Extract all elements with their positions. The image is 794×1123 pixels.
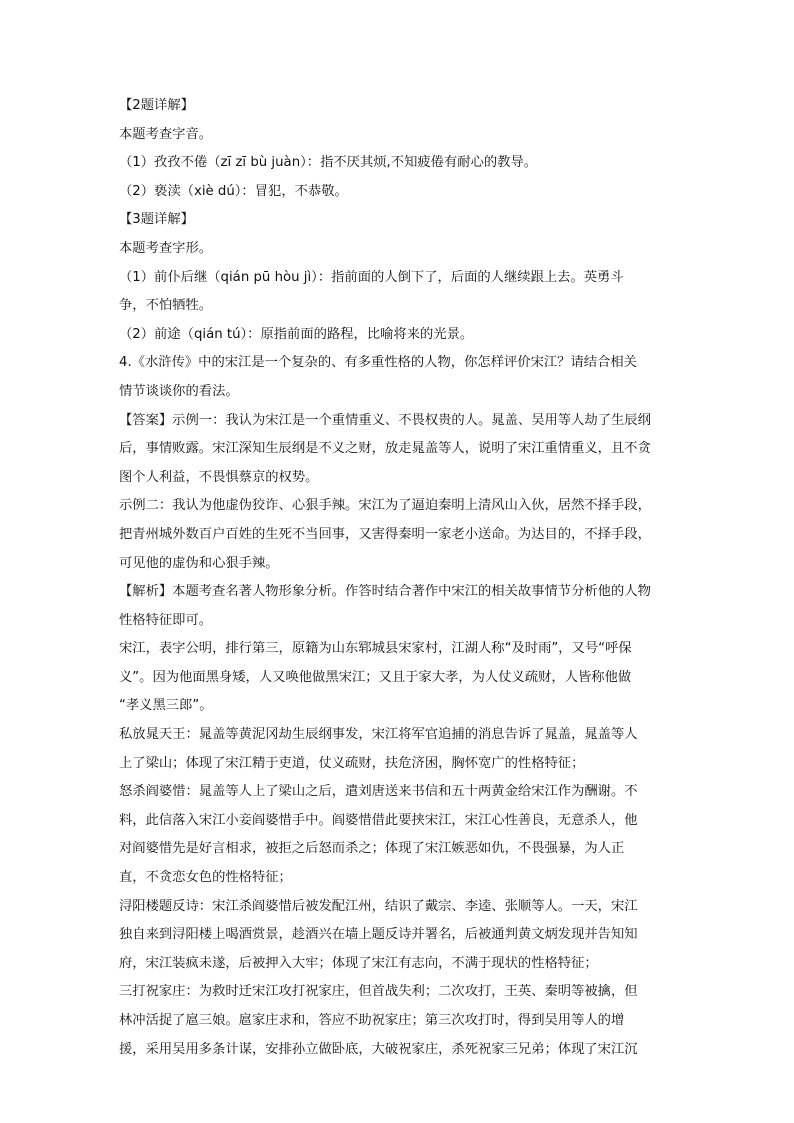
text-line: 可见他的虚伪和心狠手辣。 [119, 555, 279, 571]
text-line: 宋江，表字公明，排行第三，原籍为山东郓城县宋家村，江湖人称“及时雨”，又号“呼保 [119, 641, 632, 657]
text-line: 援，采用吴用多条计谋，安排孙立做卧底，大破祝家庄，杀死祝家三兄弟；体现了宋江沉 [119, 1041, 638, 1057]
text-line: 争，不怕牺牲。 [119, 298, 213, 314]
text-line: 私放晁天王：晁盖等黄泥冈劫生辰纲事发，宋江将军官追捕的消息告诉了晁盖，晁盖等人 [119, 727, 638, 743]
text-line: 【答案】示例一：我认为宋江是一个重情重义、不畏权贵的人。晁盖、吴用等人劫了生辰纲 [119, 412, 651, 428]
text-line: 【3题详解】 [119, 212, 194, 228]
text-line: 三打祝家庄：为救时迁宋江攻打祝家庄，但首战失利；二次攻打，王英、秦明等被擒，但 [119, 984, 638, 1000]
text-line: 【2题详解】 [119, 98, 194, 113]
text-line: 独自来到浔阳楼上喝酒赏景，趁酒兴在墙上题反诗并署名，后被通判黄文炳发现并告知知 [119, 927, 638, 943]
text-line: 性格特征即可。 [119, 612, 213, 628]
text-line: 把青州城外数百户百姓的生死不当回事，又害得秦明一家老小送命。为达目的，不择手段， [119, 526, 651, 542]
text-line: 上了梁山；体现了宋江精于吏道，仗义疏财，扶危济困，胸怀宽广的性格特征； [119, 755, 585, 771]
text-line: 后，事情败露。宋江深知生辰纲是不义之财，放走晁盖等人，说明了宋江重情重义，且不贪 [119, 441, 651, 457]
text-line: （2）亵渎（xiè dú）：冒犯，不恭敬。 [119, 183, 348, 199]
text-line: （2）前途（qián tú）：原指前面的路程，比喻将来的光景。 [119, 326, 474, 342]
text-line: 图个人利益，不畏惧蔡京的权势。 [119, 469, 319, 485]
text-line: 对阎婆惜先是好言相求，被拒之后怒而杀之；体现了宋江嫉恶如仇，不畏强暴，为人正 [119, 841, 625, 857]
document-page [119, 92, 687, 1064]
text-line: 府，宋江装疯未遂，后被押入大牢；体现了宋江有志向，不满于现状的性格特征； [119, 955, 598, 971]
text-line: 义”。因为他面黑身矮，人又唤他做黑宋江；又且于家大孝，为人仗义疏财，人皆称他做 [119, 669, 632, 685]
text-line: 直，不贪恋女色的性格特征； [119, 870, 292, 886]
text-line: 浔阳楼题反诗：宋江杀阎婆惜后被发配江州，结识了戴宗、李逵、张顺等人。一天，宋江 [119, 898, 638, 914]
text-line: 情节谈谈你的看法。 [119, 383, 239, 399]
text-line: 本题考查字形。 [119, 240, 213, 256]
text-line: 料，此信落入宋江小妾阎婆惜手中。阎婆惜借此要挟宋江，宋江心性善良，无意杀人，他 [119, 812, 638, 828]
text-line: 示例二：我认为他虚伪狡诈、心狠手辣。宋江为了逼迫秦明上清风山入伙，居然不择手段， [119, 498, 651, 514]
text-line: 4.《水浒传》中的宋江是一个复杂的、有多重性格的人物，你怎样评价宋江？请结合相关 [119, 355, 637, 371]
text-line: 怒杀阎婆惜：晁盖等人上了梁山之后，遣刘唐送来书信和五十两黄金给宋江作为酬谢。不 [119, 784, 638, 800]
text-line: （1）前仆后继（qián pū hòu jì）：指前面的人倒下了，后面的人继续跟上去。英勇斗 [119, 269, 624, 285]
text-line: 本题考查字音。 [119, 126, 213, 142]
text-line: 林冲活捉了扈三娘。扈家庄求和，答应不助祝家庄；第三次攻打时，得到吴用等人的增 [119, 1013, 625, 1028]
text-line: （1）孜孜不倦（zī zī bù juàn）：指不厌其烦,不知疲倦有耐心的教导。 [119, 155, 538, 171]
text-line: 【解析】本题考查名著人物形象分析。作答时结合著作中宋江的相关故事情节分析他的人物 [119, 584, 651, 600]
text-line: “孝义黑三郎”。 [119, 698, 213, 714]
